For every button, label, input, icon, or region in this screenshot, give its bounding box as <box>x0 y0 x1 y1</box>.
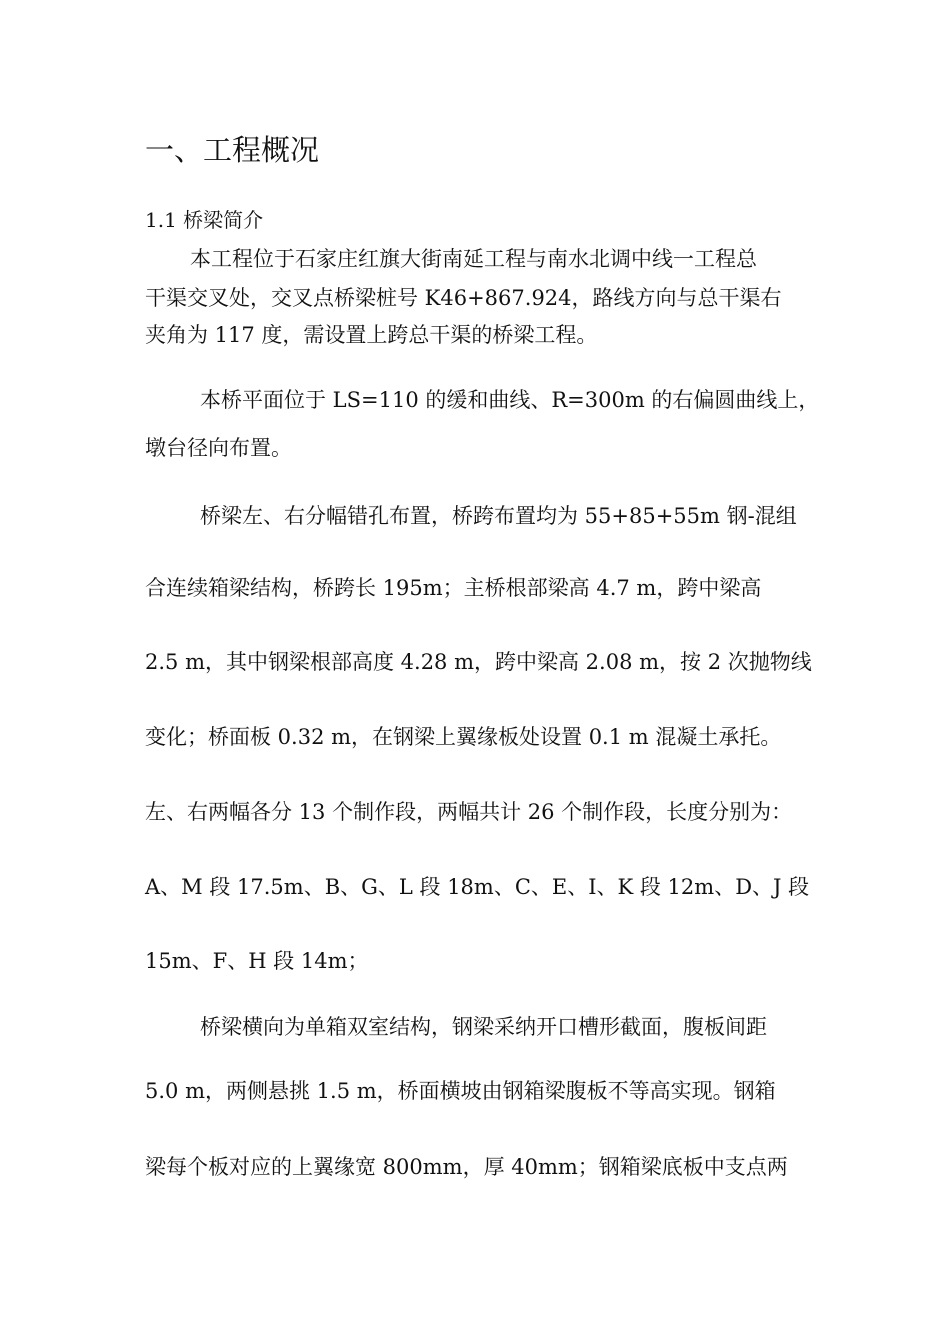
paragraph-line: 2.5 m，其中钢梁根部高度 4.28 m，跨中梁高 2.08 m，按 2 次抛物线 <box>145 650 812 674</box>
paragraph-line: 本工程位于石家庄红旗大街南延工程与南水北调中线一工程总 <box>190 247 757 271</box>
section-heading: 一、工程概况 <box>145 133 320 167</box>
paragraph-line: 桥梁横向为单箱双室结构，钢梁采纳开口槽形截面，腹板间距 <box>200 1015 767 1039</box>
paragraph-line: 梁每个板对应的上翼缘宽 800mm，厚 40mm；钢箱梁底板中支点两 <box>145 1155 788 1179</box>
paragraph-line: 变化；桥面板 0.32 m，在钢梁上翼缘板处设置 0.1 m 混凝土承托。 <box>145 725 782 749</box>
paragraph-line: 墩台径向布置。 <box>145 436 292 460</box>
subsection-heading: 1.1 桥梁简介 <box>145 208 264 232</box>
paragraph-line: 合连续箱梁结构，桥跨长 195m；主桥根部梁高 4.7 m，跨中梁高 <box>145 576 762 600</box>
paragraph-line: 干渠交叉处，交叉点桥梁桩号 K46+867.924，路线方向与总干渠右 <box>145 286 782 310</box>
paragraph-line: 15m、F、H 段 14m； <box>145 949 369 973</box>
paragraph-line: 左、右两幅各分 13 个制作段，两幅共计 26 个制作段，长度分别为： <box>145 800 793 824</box>
paragraph-line: 5.0 m，两侧悬挑 1.5 m，桥面横坡由钢箱梁腹板不等高实现。钢箱 <box>145 1079 776 1103</box>
paragraph-line: 本桥平面位于 LS=110 的缓和曲线、R=300m 的右偏圆曲线上， <box>200 388 820 412</box>
paragraph-line: 桥梁左、右分幅错孔布置，桥跨布置均为 55+85+55m 钢-混组 <box>200 504 797 528</box>
paragraph-line: 夹角为 117 度，需设置上跨总干渠的桥梁工程。 <box>145 323 598 347</box>
paragraph-line: A、M 段 17.5m、B、G、L 段 18m、C、E、I、K 段 12m、D、J 段 <box>145 875 810 899</box>
